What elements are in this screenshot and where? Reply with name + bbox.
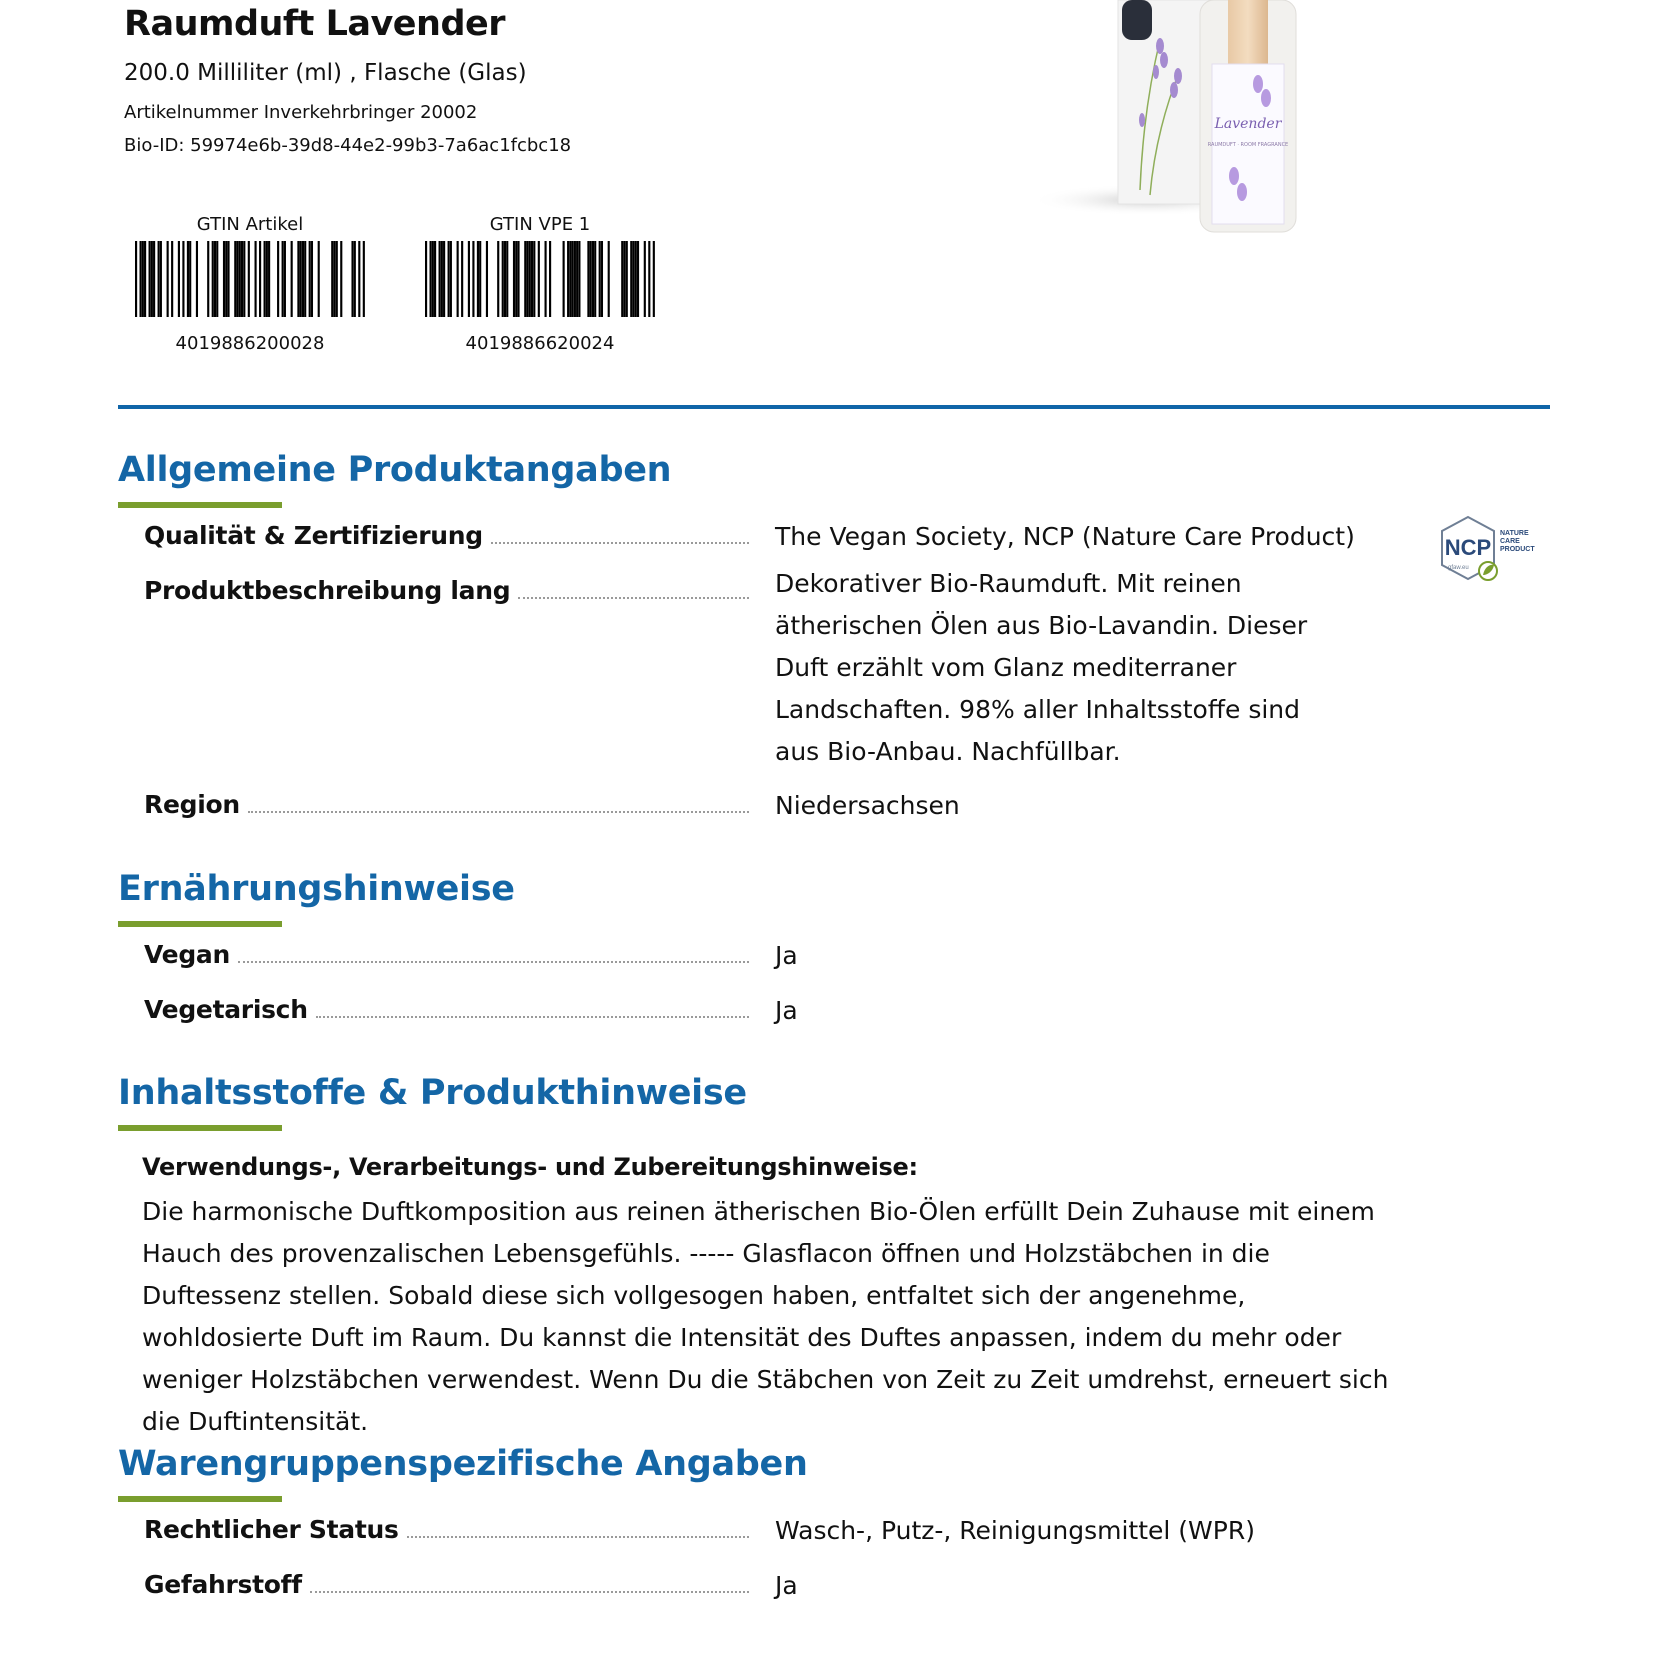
usage-text: Die harmonische Duftkomposition aus reinen ätherischen Bio-Ölen erfüllt Dein Zuhause mit einem Hauch des provenzalischen Lebensgefühls. ----- Glasflacon öffnen und Holzstäbchen in die Duftessenz stellen. Sobald diese sich vollgesogen haben, entfaltet sich der angenehme, wohldosierte Duft im Raum. Du kannst die Intensität des Duftes anpassen, indem du mehr oder weniger Holzstäbchen verwendest. Wenn Du die Stäbchen von Zeit zu Zeit umdrehst, erneuert sich die Duftintensität. bbox=[142, 1197, 1389, 1436]
barcode-bar bbox=[142, 241, 144, 317]
leader-dots bbox=[491, 542, 749, 544]
barcode-bar bbox=[439, 241, 441, 317]
barcode-bar bbox=[363, 241, 365, 317]
barcode-image bbox=[135, 241, 365, 317]
barcode-bar bbox=[212, 241, 214, 317]
barcode-bar bbox=[318, 241, 320, 317]
barcode-bar bbox=[472, 241, 474, 317]
leader-dots bbox=[518, 597, 749, 599]
barcode-bar bbox=[266, 241, 268, 317]
barcode-bar bbox=[300, 241, 302, 317]
barcode-label: GTIN Artikel bbox=[196, 214, 304, 235]
barcode-bar bbox=[354, 241, 356, 317]
section-title-group: Warengruppenspezifische Angaben bbox=[118, 1444, 808, 1484]
barcode-bar bbox=[304, 241, 306, 317]
barcode-number: 4019886620024 bbox=[465, 333, 615, 354]
barcode-bar bbox=[236, 241, 238, 317]
barcode-bar bbox=[187, 241, 189, 317]
barcode-bar bbox=[336, 241, 338, 317]
field-label-region bbox=[144, 790, 749, 819]
label-text: Rechtlicher Status bbox=[144, 1515, 399, 1544]
barcode-bar bbox=[268, 241, 270, 317]
barcode-bar bbox=[225, 241, 227, 317]
bio-id: Bio-ID: 59974e6b-39d8-44e2-99b3-7a6ac1fcbc18 bbox=[124, 135, 572, 156]
barcode-bar bbox=[497, 241, 499, 317]
barcode-bar bbox=[623, 241, 625, 317]
ncp-site: gfaw.eu bbox=[1448, 565, 1469, 571]
barcode-bar bbox=[158, 241, 160, 317]
barcode-bar bbox=[601, 241, 603, 317]
barcode-bar bbox=[524, 241, 526, 317]
ncp-logo bbox=[1438, 515, 1538, 585]
barcode-bar bbox=[526, 241, 528, 317]
barcode-article bbox=[130, 213, 370, 354]
barcode-bar bbox=[309, 241, 311, 317]
leader-dots bbox=[407, 1536, 749, 1538]
usage-heading: Verwendungs-, Verarbeitungs- und Zubereitungshinweise: bbox=[142, 1153, 918, 1181]
barcode-bar bbox=[160, 241, 162, 317]
ncp-line1: NATURE bbox=[1500, 530, 1529, 537]
barcode-bar bbox=[234, 241, 236, 317]
barcode-bar bbox=[331, 241, 333, 317]
barcode-bar bbox=[587, 241, 589, 317]
barcode-bar bbox=[216, 241, 218, 317]
barcode-bar bbox=[486, 241, 488, 317]
barcode-bar bbox=[178, 241, 180, 317]
barcode-bar bbox=[578, 241, 580, 317]
barcode-label: GTIN VPE 1 bbox=[489, 214, 591, 235]
barcode-bar bbox=[140, 241, 142, 317]
bottle-label-text: Lavender bbox=[1214, 116, 1282, 132]
field-value-vegetarian: Ja bbox=[775, 996, 798, 1025]
field-label-legal-status bbox=[144, 1515, 749, 1544]
barcode-bar bbox=[653, 241, 655, 317]
barcode-bar bbox=[214, 241, 216, 317]
barcode-bar bbox=[545, 241, 547, 317]
barcode-bar bbox=[468, 241, 470, 317]
barcode-bar bbox=[502, 241, 504, 317]
barcode-bar bbox=[567, 241, 569, 317]
barcode-bar bbox=[243, 241, 245, 317]
barcode-bar bbox=[477, 241, 479, 317]
ncp-line3: PRODUCT bbox=[1500, 546, 1535, 553]
barcode-bar bbox=[135, 241, 137, 317]
field-label-description bbox=[144, 576, 749, 605]
barcode-bar bbox=[461, 241, 463, 317]
barcode-bar bbox=[594, 241, 596, 317]
section-underline bbox=[118, 921, 282, 927]
barcode-bar bbox=[457, 241, 459, 317]
barcode-bar bbox=[189, 241, 191, 317]
ncp-mark: NCP bbox=[1444, 535, 1492, 560]
barcode-bar bbox=[264, 241, 266, 317]
barcode-bar bbox=[277, 241, 279, 317]
label-text: Qualität & Zertifizierung bbox=[144, 521, 483, 550]
barcode-bar bbox=[599, 241, 601, 317]
barcode-bar bbox=[635, 241, 637, 317]
label-text: Produktbeschreibung lang bbox=[144, 576, 511, 605]
label-text: Vegetarisch bbox=[144, 995, 308, 1024]
barcode-bar bbox=[592, 241, 594, 317]
barcode-bar bbox=[153, 241, 155, 317]
section-underline bbox=[118, 1125, 282, 1131]
barcode-bar bbox=[351, 241, 353, 317]
barcode-bar bbox=[549, 241, 551, 317]
article-number: Artikelnummer Inverkehrbringer 20002 bbox=[124, 102, 478, 123]
barcode-bar bbox=[149, 241, 151, 317]
label-text: Gefahrstoff bbox=[144, 1570, 302, 1599]
barcode-bar bbox=[430, 241, 432, 317]
field-value-vegan: Ja bbox=[775, 941, 798, 970]
barcode-bar bbox=[450, 241, 452, 317]
barcode-bar bbox=[311, 241, 313, 317]
field-label-vegetarian bbox=[144, 995, 749, 1024]
label-text: Vegan bbox=[144, 940, 231, 969]
barcode-bar bbox=[297, 241, 299, 317]
barcode-bar bbox=[291, 241, 293, 317]
product-title: Raumduft Lavender bbox=[124, 4, 506, 44]
barcode-bar bbox=[632, 241, 634, 317]
barcode-bar bbox=[479, 241, 481, 317]
barcode-bar bbox=[425, 241, 427, 317]
leader-dots bbox=[316, 1016, 749, 1018]
field-value-hazardous: Ja bbox=[775, 1571, 798, 1600]
barcode-bar bbox=[517, 241, 519, 317]
barcode-bar bbox=[207, 241, 209, 317]
barcode-bar bbox=[302, 241, 304, 317]
barcode-bar bbox=[637, 241, 639, 317]
barcode-bar bbox=[538, 241, 540, 317]
barcode-bar bbox=[608, 241, 610, 317]
field-label-vegan bbox=[144, 940, 749, 969]
barcode-bar bbox=[340, 241, 342, 317]
label-text: Region bbox=[144, 790, 240, 819]
barcode-bar bbox=[443, 241, 445, 317]
section-title-nutrition: Ernährungshinweise bbox=[118, 869, 515, 909]
barcode-vpe bbox=[420, 213, 660, 354]
barcode-bar bbox=[513, 241, 515, 317]
header-divider bbox=[118, 405, 1550, 409]
barcode-bar bbox=[282, 241, 284, 317]
barcode-bar bbox=[529, 241, 531, 317]
barcode-bar bbox=[448, 241, 450, 317]
barcode-bar bbox=[572, 241, 574, 317]
barcode-bar bbox=[644, 241, 646, 317]
barcode-bar bbox=[569, 241, 571, 317]
barcode-bar bbox=[563, 241, 565, 317]
barcode-bar bbox=[515, 241, 517, 317]
field-value-legal-status: Wasch-, Putz-, Reinigungsmittel (WPR) bbox=[775, 1516, 1255, 1545]
leader-dots bbox=[238, 961, 749, 963]
barcode-image bbox=[425, 241, 655, 317]
barcode-bar bbox=[227, 241, 229, 317]
barcode-number: 4019886200028 bbox=[175, 333, 325, 354]
barcode-bar bbox=[504, 241, 506, 317]
barcode-bar bbox=[621, 241, 623, 317]
barcode-bar bbox=[432, 241, 434, 317]
section-title-ingredients: Inhaltsstoffe & Produkthinweise bbox=[118, 1073, 747, 1113]
barcode-bar bbox=[171, 241, 173, 317]
barcode-bar bbox=[167, 241, 169, 317]
barcode-bar bbox=[590, 241, 592, 317]
barcode-bar bbox=[151, 241, 153, 317]
barcode-bar bbox=[506, 241, 508, 317]
section-underline bbox=[118, 1496, 282, 1502]
leader-dots bbox=[310, 1591, 749, 1593]
barcode-bar bbox=[241, 241, 243, 317]
section-underline bbox=[118, 502, 282, 508]
barcode-bar bbox=[144, 241, 146, 317]
barcode-bar bbox=[223, 241, 225, 317]
barcode-bar bbox=[441, 241, 443, 317]
leader-dots bbox=[248, 811, 749, 813]
product-image bbox=[1030, 0, 1350, 250]
barcode-bar bbox=[648, 241, 650, 317]
barcode-bar bbox=[576, 241, 578, 317]
section-title-general: Allgemeine Produktangaben bbox=[118, 450, 672, 490]
field-value-quality: The Vegan Society, NCP (Nature Care Product) bbox=[775, 522, 1355, 551]
barcode-bar bbox=[239, 241, 241, 317]
field-value-region: Niedersachsen bbox=[775, 791, 960, 820]
barcode-bar bbox=[434, 241, 436, 317]
ncp-line2: CARE bbox=[1500, 538, 1520, 545]
barcode-bar bbox=[531, 241, 533, 317]
barcode-bar bbox=[630, 241, 632, 317]
barcode-bar bbox=[196, 241, 198, 317]
barcode-bar bbox=[333, 241, 335, 317]
field-label-hazardous bbox=[144, 1570, 749, 1599]
product-size: 200.0 Milliliter (ml) , Flasche (Glas) bbox=[124, 60, 527, 86]
barcode-bar bbox=[533, 241, 535, 317]
field-label-quality bbox=[144, 521, 749, 550]
bottle-label-sub: RAUMDUFT · ROOM FRAGRANCE bbox=[1207, 142, 1289, 148]
barcode-bar bbox=[284, 241, 286, 317]
field-value-description: Dekorativer Bio-Raumduft. Mit reinen ätherischen Ölen aus Bio-Lavandin. Dieser Duft erzählt vom Glanz mediterraner Landschaften. 98% aller Inhaltsstoffe sind aus Bio-Anbau. Nachfüllbar. bbox=[775, 569, 1308, 766]
barcode-bar bbox=[248, 241, 250, 317]
barcode-bar bbox=[626, 241, 628, 317]
barcode-bar bbox=[259, 241, 261, 317]
barcode-bar bbox=[358, 241, 360, 317]
barcode-bar bbox=[574, 241, 576, 317]
barcode-bar bbox=[182, 241, 184, 317]
barcode-bar bbox=[255, 241, 257, 317]
